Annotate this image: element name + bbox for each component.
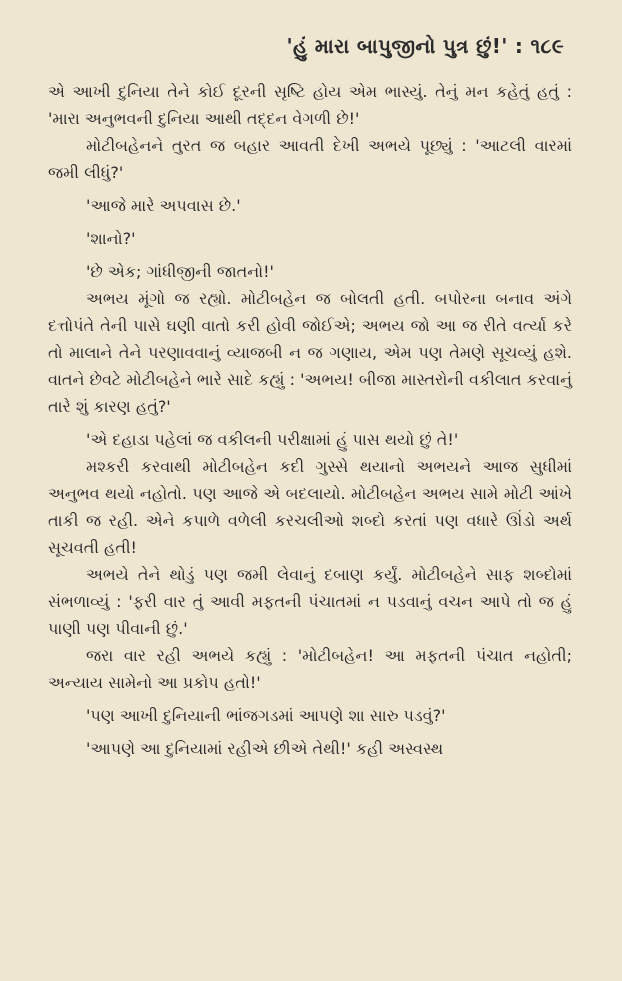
paragraph: મોટીબહેનને તુરત જ બહાર આવતી દેખી અભયે પૂછ્યું : 'આટલી વારમાં જમી લીધું?' [48, 136, 572, 182]
paragraph: અભય મૂંગો જ રહ્યો. મોટીબહેન જ બોલતી હતી. બપોરના બનાવ અંગે દત્તોપંતે તેની પાસે ઘણી વાતો કરી હોવી જોઈએ; અભય જો આ જ રીતે વર્ત્યા કરે તો માલાને તેને પરણાવવાનું વ્યાજબી ન જ ગણાય, એમ પણ તેમણે સૂચવ્યું હશે. વાતને છેવટે મોટીબહેને ભારે સાદે કહ્યું : 'અભય! બીજા માસ્તરોની વકીલાત કરવાનું તારે શું કારણ હતું?' [48, 289, 572, 416]
dialogue-line: 'પણ આખી દુનિયાની ભાંજગડમાં આપણે શા સારુ પડવું?' [86, 706, 446, 725]
paragraph: એ આખી દુનિયા તેને કોઈ દૂરની સૃષ્ટિ હોય એમ ભાસ્યું. તેનું મન કહેતું હતું : 'મારા અનુભવની દુનિયા આથી તદ્દન વેગળી છે!' [48, 82, 572, 128]
running-head: 'હું મારા બાપુજીનો પુત્ર છું!' : ૧૮૯ [286, 34, 564, 58]
dialogue-line: 'આપણે આ દુનિયામાં રહીએ છીએ તેથી!' કહી અસ્વસ્થ [86, 739, 444, 758]
dialogue-line: 'છે એક; ગાંધીજીની જાતનો!' [86, 262, 274, 281]
paragraph: મશ્કરી કરવાથી મોટીબહેન કદી ગુસ્સે થયાનો અભયને આજ સુધીમાં અનુભવ થયો નહોતો. પણ આજે એ બદલાયો. મોટીબહેન અભય સામે મોટી આંખે તાકી જ રહી. એને કપાળે વળેલી કરચલીઓ શબ્દો કરતાં પણ વધારે ઊંડો અર્થ સૂચવતી હતી! [48, 457, 572, 557]
body-text [48, 78, 572, 762]
dialogue-line: 'શાનો?' [86, 229, 136, 248]
paragraph: જરા વાર રહી અભયે કહ્યું : 'મોટીબહેન! આ મફતની પંચાત નહોતી; અન્યાય સામેનો આ પ્રકોપ હતો!' [48, 646, 572, 692]
dialogue-line: 'આજે મારે અપવાસ છે.' [86, 196, 241, 215]
dialogue-line: 'એ દહાડા પહેલાં જ વકીલની પરીક્ષામાં હું પાસ થયો છું તે!' [86, 430, 459, 449]
paragraph: અભયે તેને થોડું પણ જમી લેવાનું દબાણ કર્યું. મોટીબહેને સાફ શબ્દોમાં સંભળાવ્યું : 'ફરી વાર તું આવી મફતની પંચાતમાં ન પડવાનું વચન આપે તો જ હું પાણી પણ પીવાની છું.' [48, 565, 572, 638]
